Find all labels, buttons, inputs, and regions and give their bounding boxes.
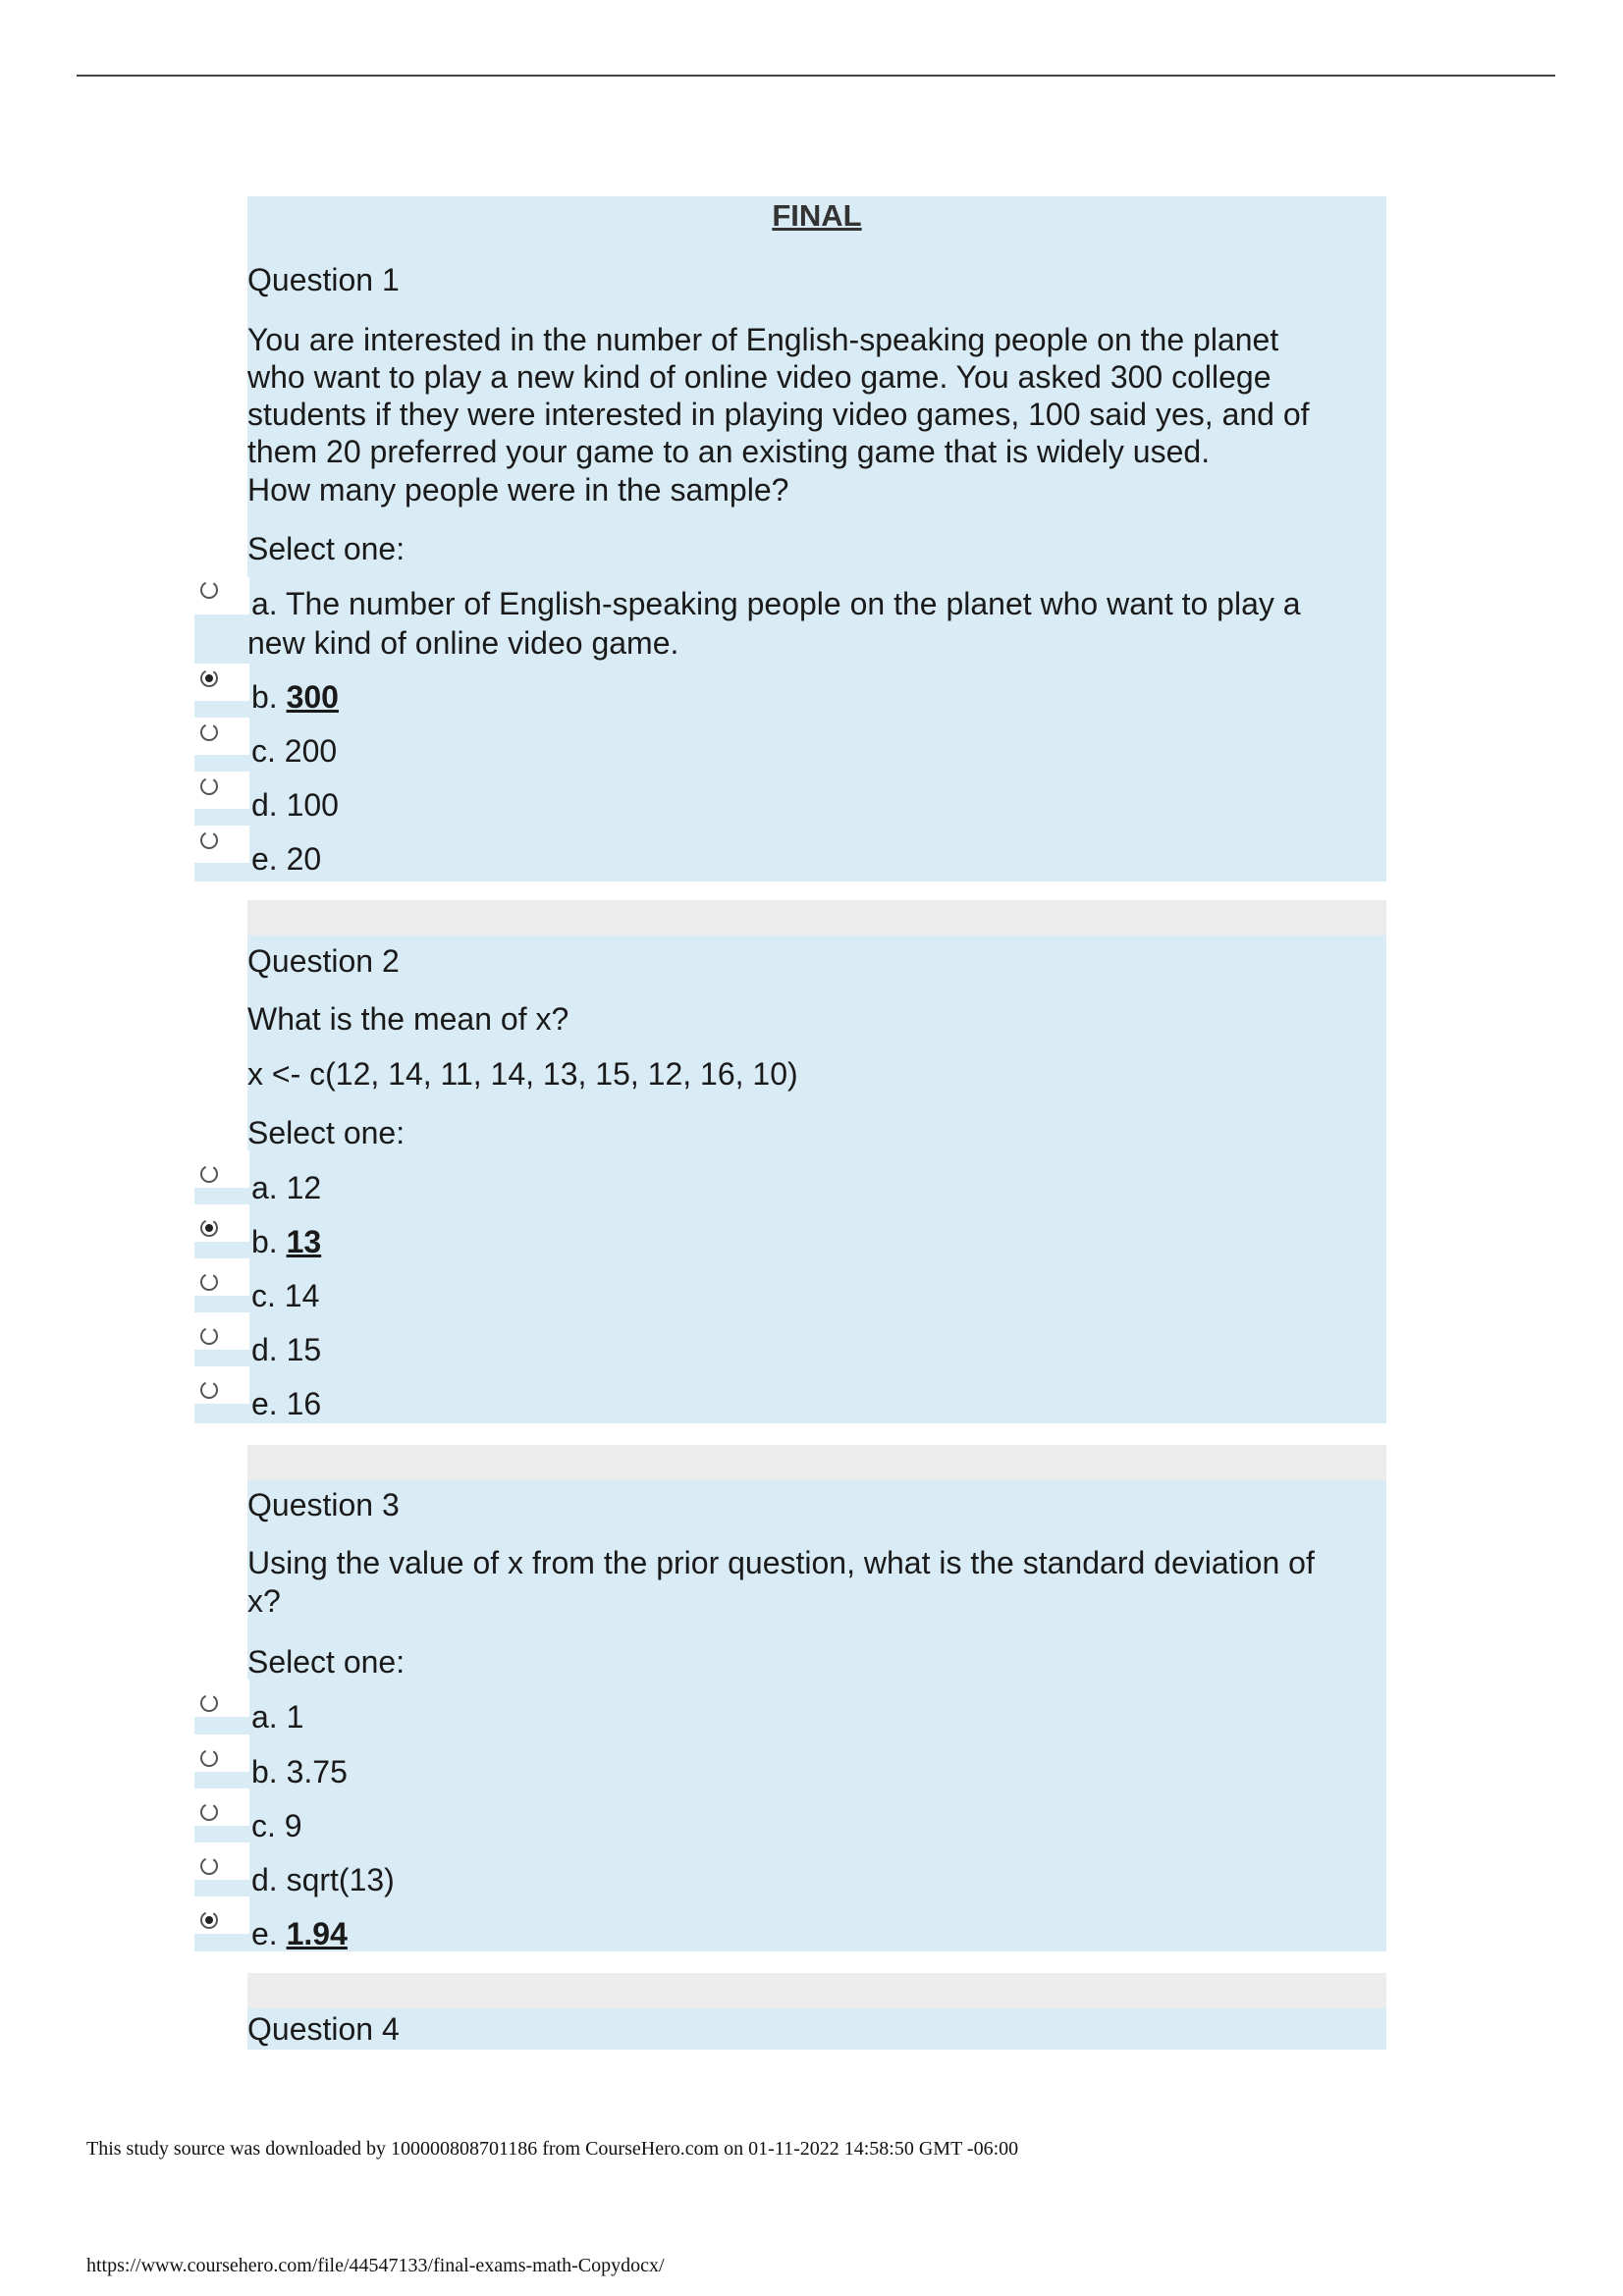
question-separator: [247, 1973, 1386, 2008]
option-e[interactable]: e. 20: [251, 841, 322, 877]
option-a[interactable]: a. 12: [251, 1170, 322, 1205]
radio-unchecked-icon[interactable]: [198, 1163, 220, 1185]
question-1-panel: [247, 196, 1386, 881]
question-heading: Question 3: [247, 1487, 400, 1522]
question-heading: Question 1: [247, 262, 400, 297]
option-a[interactable]: a. The number of English-speaking people on the planet who want to play a: [251, 586, 1301, 621]
select-one-label: Select one:: [247, 1644, 406, 1680]
option-c[interactable]: c. 200: [251, 733, 338, 769]
question-separator: [247, 1445, 1386, 1480]
option-b-selected[interactable]: b. 13: [251, 1224, 322, 1259]
radio-unchecked-icon[interactable]: [198, 1801, 220, 1823]
radio-checked-icon[interactable]: [198, 1909, 220, 1931]
option-c[interactable]: c. 9: [251, 1808, 302, 1843]
question-heading: Question 2: [247, 943, 400, 979]
radio-unchecked-icon[interactable]: [198, 1325, 220, 1347]
radio-unchecked-icon[interactable]: [198, 1692, 220, 1714]
question-heading: Question 4: [247, 2011, 400, 2047]
option-d[interactable]: d. sqrt(13): [251, 1862, 395, 1897]
option-c[interactable]: c. 14: [251, 1278, 320, 1313]
radio-checked-icon[interactable]: [198, 1217, 220, 1239]
radio-unchecked-icon[interactable]: [198, 829, 220, 851]
question-text-line: What is the mean of x?: [247, 1001, 569, 1037]
option-b[interactable]: b. 3.75: [251, 1754, 348, 1789]
select-one-label: Select one:: [247, 1115, 406, 1150]
option-d[interactable]: d. 100: [251, 787, 339, 823]
question-text-line: them 20 preferred your game to an existing game that is widely used.: [247, 434, 1211, 469]
option-a-continuation: new kind of online video game.: [247, 625, 679, 661]
download-notice: This study source was downloaded by 100000808701186 from CourseHero.com on 01-11-2022 14:58:50 GMT -06:00: [86, 2138, 1019, 2160]
radio-unchecked-icon[interactable]: [198, 721, 220, 743]
question-4-panel: [247, 2008, 1386, 2050]
option-e-selected[interactable]: e. 1.94: [251, 1916, 348, 1951]
option-b-selected[interactable]: b. 300: [251, 679, 339, 715]
radio-unchecked-icon[interactable]: [198, 579, 220, 601]
question-text-line: x <- c(12, 14, 11, 14, 13, 15, 12, 16, 10): [247, 1056, 798, 1092]
radio-checked-icon[interactable]: [198, 667, 220, 689]
radio-unchecked-icon[interactable]: [198, 1855, 220, 1877]
option-a[interactable]: a. 1: [251, 1699, 304, 1735]
source-url[interactable]: https://www.coursehero.com/file/44547133/final-exams-math-Copydocx/: [86, 2255, 665, 2276]
document-title: FINAL: [772, 198, 862, 233]
question-text-line: x?: [247, 1583, 281, 1619]
radio-unchecked-icon[interactable]: [198, 775, 220, 797]
select-one-label: Select one:: [247, 531, 406, 566]
radio-unchecked-icon[interactable]: [198, 1747, 220, 1769]
question-text-line: How many people were in the sample?: [247, 472, 789, 507]
question-separator: [247, 900, 1386, 935]
question-text-line: students if they were interested in playing video games, 100 said yes, and of: [247, 397, 1310, 432]
question-text-line: who want to play a new kind of online video game. You asked 300 college: [247, 359, 1271, 395]
radio-unchecked-icon[interactable]: [198, 1271, 220, 1293]
option-e[interactable]: e. 16: [251, 1386, 322, 1421]
question-text-line: Using the value of x from the prior question, what is the standard deviation of: [247, 1545, 1315, 1580]
top-rule: [77, 75, 1555, 77]
radio-unchecked-icon[interactable]: [198, 1379, 220, 1401]
option-d[interactable]: d. 15: [251, 1332, 322, 1367]
question-text-line: You are interested in the number of English-speaking people on the planet: [247, 322, 1279, 357]
